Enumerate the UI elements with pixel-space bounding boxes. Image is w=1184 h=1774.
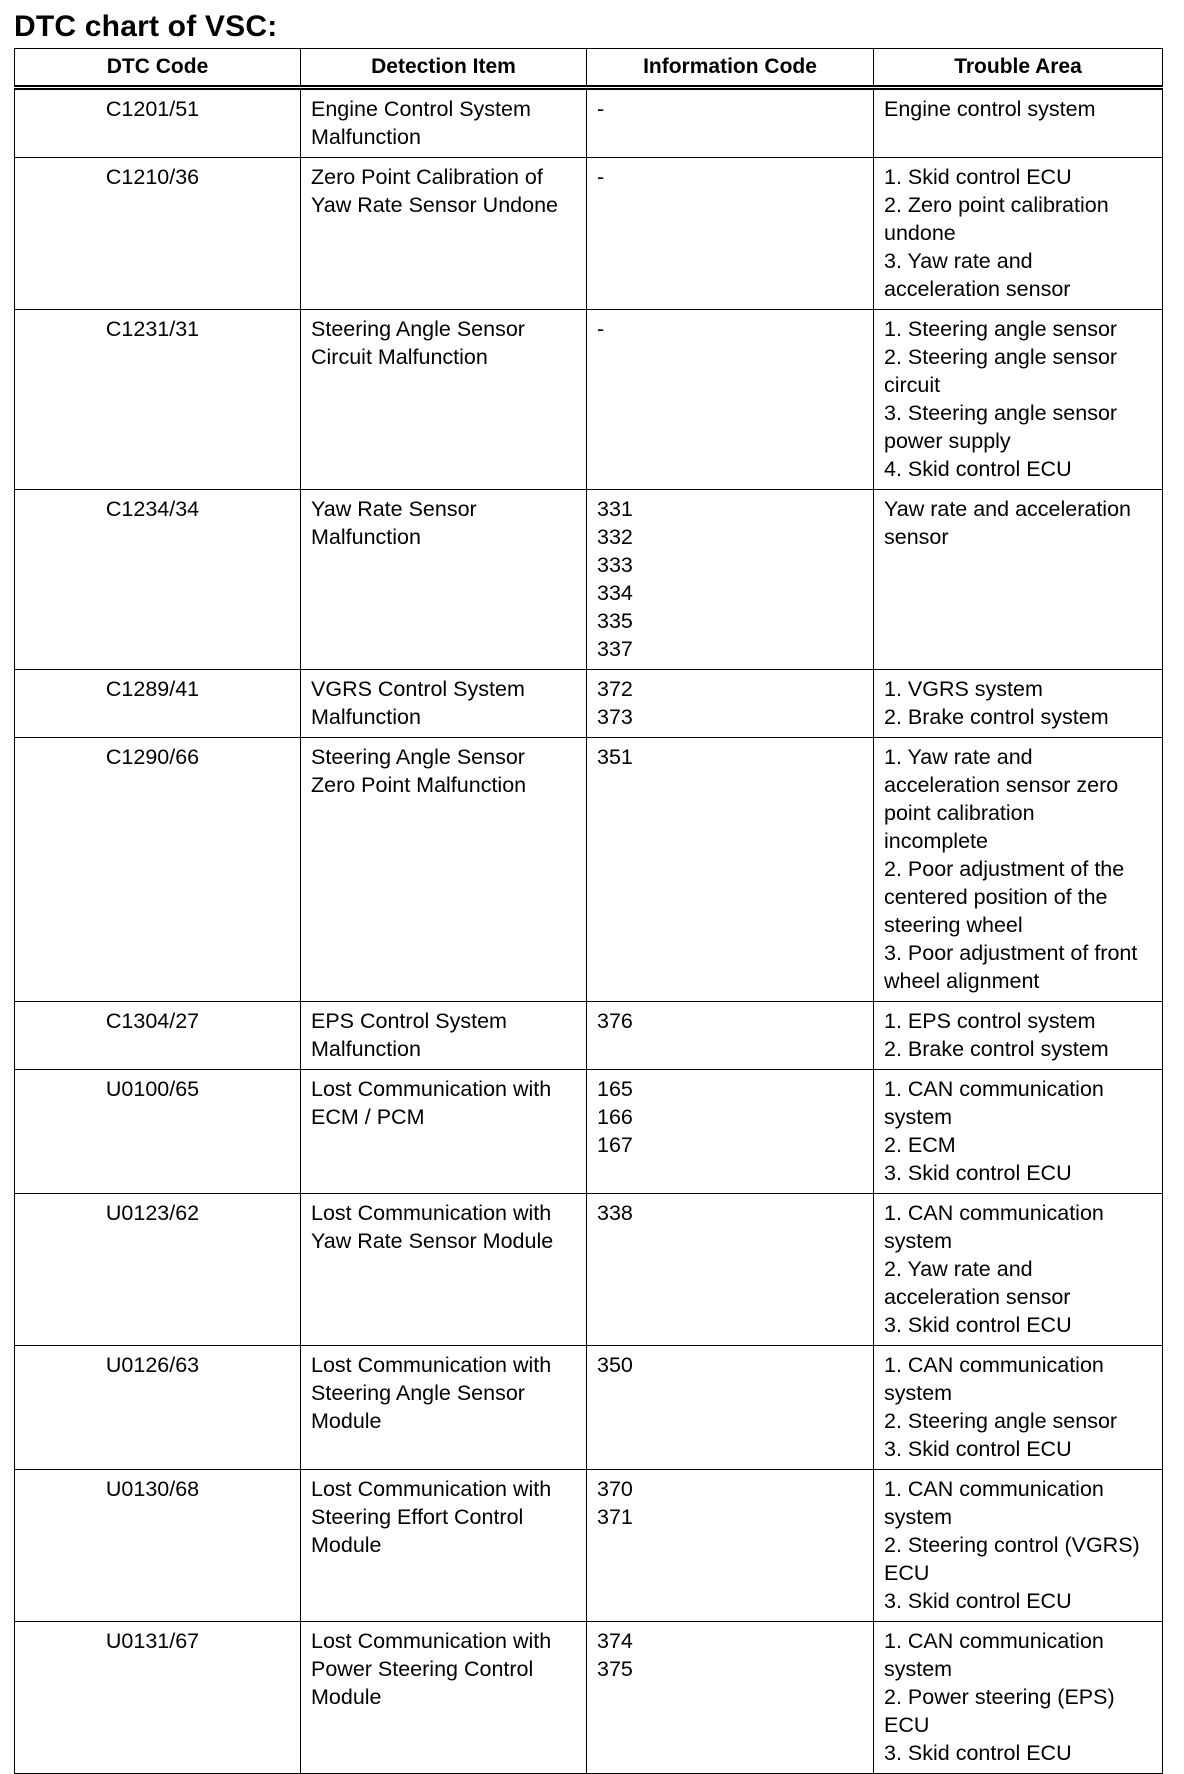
detection-item-line: Steering Angle Sensor — [311, 1381, 525, 1405]
trouble-area-line: 1. CAN communication — [884, 1629, 1104, 1653]
trouble-area-line: 1. CAN communication — [884, 1353, 1104, 1377]
header-trouble-area: Trouble Area — [874, 49, 1163, 88]
information-code: 334 — [597, 581, 633, 605]
trouble-area-line: point calibration — [884, 801, 1035, 825]
information-code: 335 — [597, 609, 633, 633]
dtc-code: C1290/66 — [105, 745, 200, 769]
trouble-area-line: Yaw rate and acceleration — [884, 497, 1131, 521]
information-code: 166 — [597, 1105, 633, 1129]
table-row — [15, 1346, 1163, 1470]
dtc-code-cell — [15, 158, 301, 310]
trouble-area-line: 3. Skid control ECU — [884, 1313, 1072, 1337]
information-code: 333 — [597, 553, 633, 577]
detection-item-line: Yaw Rate Sensor Module — [311, 1229, 554, 1253]
trouble-area-line: acceleration sensor — [884, 277, 1071, 301]
trouble-area-line: wheel alignment — [884, 969, 1040, 993]
trouble-area-line: 3. Poor adjustment of front — [884, 941, 1138, 965]
information-code: 373 — [597, 705, 633, 729]
header-dtc-code: DTC Code — [15, 49, 301, 88]
trouble-area-line: 1. Yaw rate and — [884, 745, 1033, 769]
detection-item-line: Steering Angle Sensor — [311, 317, 525, 341]
trouble-area-line: 3. Skid control ECU — [884, 1161, 1072, 1185]
detection-item-line: Module — [311, 1533, 382, 1557]
header-information-code: Information Code — [587, 49, 874, 88]
trouble-area-line: centered position of the — [884, 885, 1108, 909]
detection-item-line: Engine Control System — [311, 97, 531, 121]
dtc-code: U0130/68 — [105, 1477, 200, 1501]
detection-item-line: Malfunction — [311, 1037, 421, 1061]
trouble-area-cell — [874, 1194, 1163, 1346]
trouble-area-line: ECU — [884, 1561, 930, 1585]
table-row — [15, 1622, 1163, 1774]
table-row — [15, 1470, 1163, 1622]
trouble-area-line: 1. VGRS system — [884, 677, 1043, 701]
trouble-area-cell — [874, 738, 1163, 1002]
trouble-area-line: 2. Power steering (EPS) — [884, 1685, 1115, 1709]
information-code: 350 — [597, 1353, 633, 1377]
dtc-code: C1289/41 — [105, 677, 200, 701]
dtc-code: C1210/36 — [105, 165, 200, 189]
detection-item-line: Power Steering Control — [311, 1657, 534, 1681]
dtc-code-cell — [15, 88, 301, 158]
dtc-code-cell — [15, 490, 301, 670]
detection-item-line: EPS Control System — [311, 1009, 507, 1033]
trouble-area-line: 3. Steering angle sensor — [884, 401, 1118, 425]
information-code: 370 — [597, 1477, 633, 1501]
trouble-area-cell — [874, 1622, 1163, 1774]
information-code: - — [597, 97, 605, 121]
information-code: 331 — [597, 497, 633, 521]
information-code-cell — [587, 1194, 874, 1346]
trouble-area-line: 2. Steering angle sensor — [884, 345, 1118, 369]
dtc-code: U0100/65 — [105, 1077, 200, 1101]
trouble-area-line: 2. Steering angle sensor — [884, 1409, 1118, 1433]
dtc-code: U0123/62 — [105, 1201, 200, 1225]
trouble-area-line: steering wheel — [884, 913, 1023, 937]
detection-item-cell — [301, 88, 587, 158]
detection-item-line: Lost Communication with — [311, 1077, 552, 1101]
detection-item-line: Circuit Malfunction — [311, 345, 488, 369]
trouble-area-line: acceleration sensor — [884, 1285, 1071, 1309]
table-header-row — [15, 49, 1163, 88]
detection-item-line: Yaw Rate Sensor Undone — [311, 193, 558, 217]
trouble-area-line: system — [884, 1229, 953, 1253]
detection-item-cell — [301, 1622, 587, 1774]
trouble-area-line: 1. CAN communication — [884, 1477, 1104, 1501]
trouble-area-line: 2. ECM — [884, 1133, 956, 1157]
information-code-cell — [587, 670, 874, 738]
information-code: 338 — [597, 1201, 633, 1225]
trouble-area-cell — [874, 490, 1163, 670]
detection-item-cell — [301, 670, 587, 738]
information-code-cell — [587, 1070, 874, 1194]
detection-item-line: Lost Communication with — [311, 1477, 552, 1501]
dtc-code-cell — [15, 1346, 301, 1470]
dtc-code: C1234/34 — [105, 497, 200, 521]
trouble-area-line: 1. EPS control system — [884, 1009, 1096, 1033]
dtc-code: C1231/31 — [105, 317, 200, 341]
table-row — [15, 158, 1163, 310]
detection-item-cell — [301, 158, 587, 310]
trouble-area-line: 2. Brake control system — [884, 705, 1109, 729]
detection-item-cell — [301, 738, 587, 1002]
table-row — [15, 1194, 1163, 1346]
information-code: 351 — [597, 745, 633, 769]
table-row — [15, 310, 1163, 490]
information-code: 372 — [597, 677, 633, 701]
table-row — [15, 88, 1163, 158]
trouble-area-line: 2. Steering control (VGRS) — [884, 1533, 1140, 1557]
dtc-code: U0126/63 — [105, 1353, 200, 1377]
trouble-area-line: system — [884, 1105, 953, 1129]
information-code-cell — [587, 1002, 874, 1070]
information-code: 374 — [597, 1629, 633, 1653]
trouble-area-line: 4. Skid control ECU — [884, 457, 1072, 481]
trouble-area-line: sensor — [884, 525, 949, 549]
trouble-area-line: undone — [884, 221, 956, 245]
trouble-area-line: 2. Yaw rate and — [884, 1257, 1033, 1281]
detection-item-cell — [301, 1470, 587, 1622]
detection-item-line: Steering Angle Sensor — [311, 745, 525, 769]
trouble-area-line: system — [884, 1657, 953, 1681]
trouble-area-cell — [874, 1002, 1163, 1070]
dtc-code-cell — [15, 1002, 301, 1070]
trouble-area-cell — [874, 1346, 1163, 1470]
table-row — [15, 1002, 1163, 1070]
trouble-area-line: 2. Poor adjustment of the — [884, 857, 1125, 881]
trouble-area-line: 1. CAN communication — [884, 1201, 1104, 1225]
information-code: - — [597, 317, 605, 341]
dtc-code: C1201/51 — [105, 97, 200, 121]
dtc-code-cell — [15, 310, 301, 490]
page-title: DTC chart of VSC: — [14, 10, 278, 43]
dtc-code-cell — [15, 1070, 301, 1194]
trouble-area-cell — [874, 670, 1163, 738]
detection-item-line: Module — [311, 1409, 382, 1433]
detection-item-line: Zero Point Malfunction — [311, 773, 527, 797]
information-code: 337 — [597, 637, 633, 661]
trouble-area-cell — [874, 310, 1163, 490]
detection-item-line: ECM / PCM — [311, 1105, 425, 1129]
dtc-code: U0131/67 — [105, 1629, 200, 1653]
trouble-area-line: incomplete — [884, 829, 988, 853]
detection-item-cell — [301, 1346, 587, 1470]
dtc-table — [14, 48, 1163, 1774]
trouble-area-line: 1. Steering angle sensor — [884, 317, 1118, 341]
information-code: 376 — [597, 1009, 633, 1033]
detection-item-line: Module — [311, 1685, 382, 1709]
detection-item-line: Lost Communication with — [311, 1353, 552, 1377]
detection-item-line: Steering Effort Control — [311, 1505, 524, 1529]
dtc-code-cell — [15, 1622, 301, 1774]
trouble-area-cell — [874, 88, 1163, 158]
detection-item-line: Malfunction — [311, 705, 421, 729]
trouble-area-line: system — [884, 1381, 953, 1405]
detection-item-cell — [301, 1002, 587, 1070]
detection-item-cell — [301, 310, 587, 490]
dtc-code: C1304/27 — [105, 1009, 200, 1033]
information-code: - — [597, 165, 605, 189]
information-code-cell — [587, 310, 874, 490]
detection-item-cell — [301, 490, 587, 670]
detection-item-line: Lost Communication with — [311, 1201, 552, 1225]
detection-item-line: Malfunction — [311, 125, 421, 149]
information-code-cell — [587, 1622, 874, 1774]
dtc-code-cell — [15, 1194, 301, 1346]
table-row — [15, 738, 1163, 1002]
detection-item-line: Malfunction — [311, 525, 421, 549]
trouble-area-cell — [874, 1470, 1163, 1622]
trouble-area-line: 2. Zero point calibration — [884, 193, 1109, 217]
detection-item-cell — [301, 1194, 587, 1346]
information-code-cell — [587, 738, 874, 1002]
trouble-area-cell — [874, 158, 1163, 310]
trouble-area-line: circuit — [884, 373, 941, 397]
detection-item-line: Yaw Rate Sensor — [311, 497, 477, 521]
detection-item-line: Zero Point Calibration of — [311, 165, 543, 189]
trouble-area-cell — [874, 1070, 1163, 1194]
dtc-code-cell — [15, 1470, 301, 1622]
information-code: 371 — [597, 1505, 633, 1529]
information-code-cell — [587, 1346, 874, 1470]
trouble-area-line: 3. Skid control ECU — [884, 1741, 1072, 1765]
trouble-area-line: 3. Skid control ECU — [884, 1589, 1072, 1613]
trouble-area-line: 1. Skid control ECU — [884, 165, 1072, 189]
detection-item-line: Lost Communication with — [311, 1629, 552, 1653]
detection-item-line: VGRS Control System — [311, 677, 525, 701]
information-code-cell — [587, 1470, 874, 1622]
trouble-area-line: 2. Brake control system — [884, 1037, 1109, 1061]
dtc-code-cell — [15, 670, 301, 738]
table-row — [15, 1070, 1163, 1194]
trouble-area-line: 3. Skid control ECU — [884, 1437, 1072, 1461]
trouble-area-line: Engine control system — [884, 97, 1096, 121]
trouble-area-line: system — [884, 1505, 953, 1529]
table-body — [15, 88, 1163, 1774]
information-code-cell — [587, 158, 874, 310]
trouble-area-line: ECU — [884, 1713, 930, 1737]
information-code: 165 — [597, 1077, 633, 1101]
detection-item-cell — [301, 1070, 587, 1194]
trouble-area-line: 3. Yaw rate and — [884, 249, 1033, 273]
information-code-cell — [587, 490, 874, 670]
information-code: 332 — [597, 525, 633, 549]
header-detection-item: Detection Item — [301, 49, 587, 88]
dtc-code-cell — [15, 738, 301, 1002]
information-code-cell — [587, 88, 874, 158]
table-row — [15, 490, 1163, 670]
trouble-area-line: acceleration sensor zero — [884, 773, 1119, 797]
trouble-area-line: 1. CAN communication — [884, 1077, 1104, 1101]
information-code: 167 — [597, 1133, 633, 1157]
trouble-area-line: power supply — [884, 429, 1011, 453]
information-code: 375 — [597, 1657, 633, 1681]
table-row — [15, 670, 1163, 738]
